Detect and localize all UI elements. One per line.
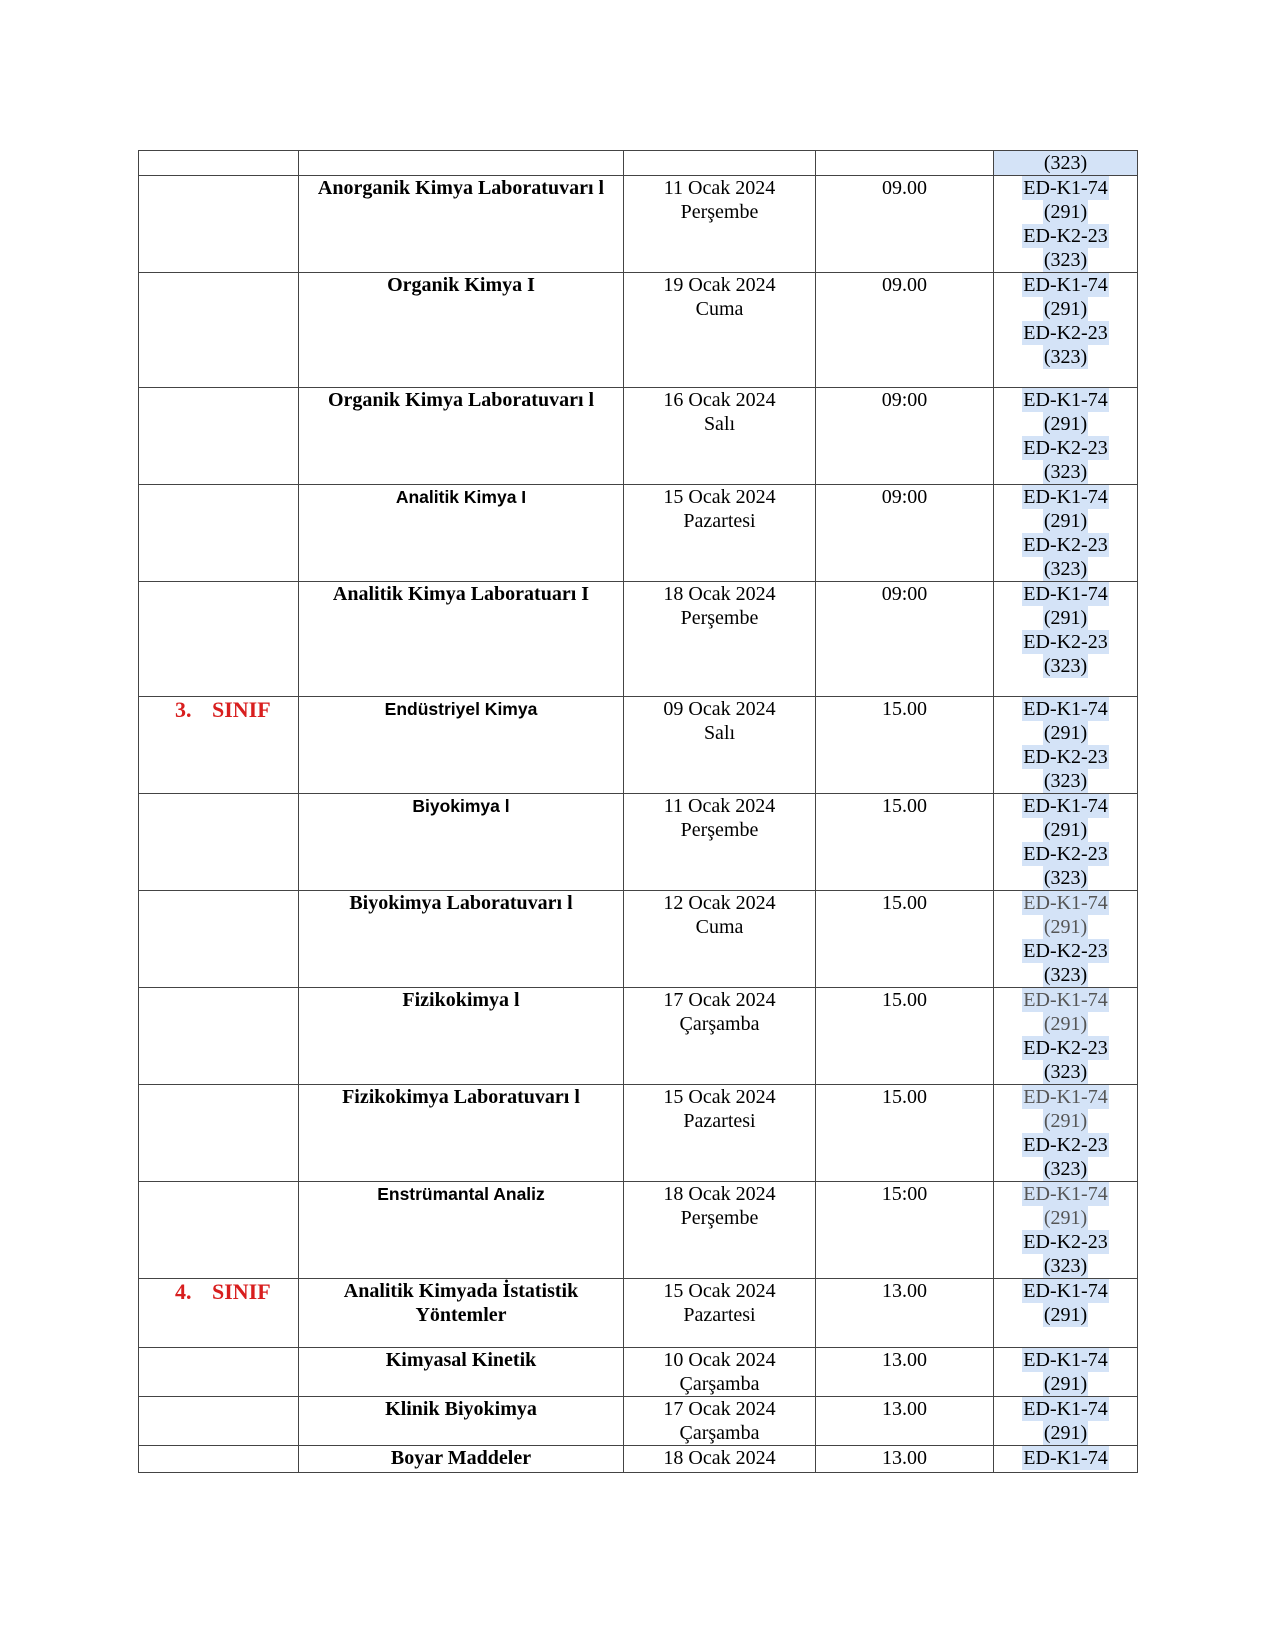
table-row [139,988,1138,1085]
exam-time: 09:00 [881,486,928,508]
room-line [994,697,1137,721]
room-code: ED-K2-23 [1023,1231,1108,1253]
room-line [994,963,1137,987]
table-row [139,1446,1138,1473]
exam-time: 15.00 [882,989,927,1011]
room-code: (291) [1043,298,1088,320]
room-cell [994,582,1138,697]
class-text: SINIF [212,1279,271,1304]
exam-time: 13.00 [882,1349,927,1371]
table-row [139,1182,1138,1279]
room-line [994,1397,1137,1421]
table-row [139,176,1138,273]
room-line [994,1109,1137,1133]
room-code: ED-K1-74 [1023,1349,1108,1371]
room-code: (291) [1043,1110,1088,1132]
date-cell [624,1348,816,1397]
class-label [139,1279,298,1304]
date-cell [624,891,816,988]
date-cell [624,1085,816,1182]
date-cell [624,988,816,1085]
table-row [139,1279,1138,1348]
exam-date: 11 Ocak 2024 [663,177,776,199]
room-line [994,1182,1137,1206]
room-line [994,1157,1137,1181]
date-cell [624,388,816,485]
course-name: Enstrümantal Analiz [377,1184,545,1204]
date-cell [624,485,816,582]
course-cell [299,988,624,1085]
room-cell [994,1348,1138,1397]
course-cell [299,388,624,485]
date-cell [624,582,816,697]
time-cell [816,794,994,891]
time-cell [816,582,994,697]
class-number: 4. [175,1279,192,1304]
table-row-continued [139,151,1138,176]
time-cell [816,273,994,388]
room-line [994,297,1137,321]
room-line: (323) [994,151,1137,175]
room-cell [994,151,1138,176]
room-line [994,533,1137,557]
exam-date: 10 Ocak 2024 [663,1349,776,1371]
room-code: ED-K1-74 [1023,698,1108,720]
class-text: SINIF [212,697,271,722]
exam-date: 18 Ocak 2024 [663,1447,776,1469]
course-name: Biyokimya l [412,796,510,816]
course-name: Fizikokimya l [402,989,520,1011]
course-name: Fizikokimya Laboratuvarı l [342,1086,580,1108]
room-code: (323) [1043,770,1088,792]
room-cell [994,1182,1138,1279]
exam-day: Salı [703,413,736,435]
room-line [994,1085,1137,1109]
course-cell [299,891,624,988]
room-line [994,460,1137,484]
exam-date: 09 Ocak 2024 [663,698,776,720]
exam-schedule-table [138,150,1138,1473]
room-line [994,988,1137,1012]
room-line [994,557,1137,581]
exam-time: 15:00 [881,1183,928,1205]
class-cell [139,794,299,891]
room-line [994,1303,1137,1327]
room-code: (291) [1043,916,1088,938]
room-code: (291) [1043,1373,1088,1395]
table-row [139,891,1138,988]
room-code: (323) [1043,1061,1088,1083]
class-cell [139,891,299,988]
time-cell [816,1279,994,1348]
room-code: (291) [1043,201,1088,223]
class-cell [139,697,299,794]
exam-day: Çarşamba [679,1013,760,1035]
class-cell [139,1446,299,1473]
room-code: ED-K2-23 [1023,631,1108,653]
room-cell [994,1446,1138,1473]
class-cell [139,176,299,273]
room-cell [994,388,1138,485]
room-code: ED-K2-23 [1023,437,1108,459]
course-cell [299,1279,624,1348]
room-code: (323) [1043,655,1088,677]
exam-time: 15.00 [882,1086,927,1108]
exam-day: Çarşamba [679,1373,760,1395]
time-cell [816,151,994,176]
room-line [994,606,1137,630]
room-line [994,248,1137,272]
exam-time: 09.00 [882,177,927,199]
time-cell [816,1085,994,1182]
room-code: (323) [1043,1255,1088,1277]
room-code: (291) [1043,607,1088,629]
course-cell [299,582,624,697]
room-code: (323) [1043,964,1088,986]
room-code: ED-K2-23 [1023,940,1108,962]
room-code: ED-K1-74 [1023,989,1108,1011]
room-code: ED-K2-23 [1023,746,1108,768]
exam-day: Pazartesi [683,1110,756,1132]
room-code: ED-K1-74 [1023,486,1108,508]
room-code: (291) [1043,510,1088,532]
room-line [994,1206,1137,1230]
room-code: (323) [1043,558,1088,580]
exam-time: 09:00 [881,583,928,605]
room-code: ED-K1-74 [1023,274,1108,296]
course-name: Organik Kimya I [387,274,535,296]
exam-date: 15 Ocak 2024 [663,1086,776,1108]
room-code: (291) [1043,1013,1088,1035]
room-cell [994,176,1138,273]
course-name: Analitik Kimya I [395,487,527,507]
time-cell [816,891,994,988]
room-cell [994,273,1138,388]
exam-date: 12 Ocak 2024 [663,892,776,914]
room-line [994,891,1137,915]
room-line [994,1348,1137,1372]
class-cell [139,485,299,582]
exam-day: Pazartesi [683,510,756,532]
room-code: ED-K1-74 [1023,1183,1108,1205]
table-row [139,1348,1138,1397]
table-row [139,582,1138,697]
course-cell [299,1397,624,1446]
room-code: (291) [1043,722,1088,744]
exam-time: 09.00 [882,274,927,296]
exam-time: 15.00 [882,892,927,914]
time-cell [816,988,994,1085]
room-line [994,721,1137,745]
exam-date: 15 Ocak 2024 [663,1280,776,1302]
exam-day: Salı [703,722,736,744]
course-cell [299,794,624,891]
room-code: ED-K1-74 [1023,1086,1108,1108]
class-cell [139,1085,299,1182]
room-line [994,582,1137,606]
table-row [139,485,1138,582]
course-name: Boyar Maddeler [390,1447,532,1469]
course-cell [299,273,624,388]
room-line [994,654,1137,678]
course-cell [299,1085,624,1182]
room-line [994,1254,1137,1278]
time-cell [816,1397,994,1446]
room-line [994,1446,1137,1470]
room-cell [994,485,1138,582]
room-line [994,345,1137,369]
exam-day: Perşembe [680,1207,759,1229]
room-code: ED-K2-23 [1023,322,1108,344]
exam-date: 17 Ocak 2024 [663,989,776,1011]
room-code: (323) [1043,867,1088,889]
table-row [139,1397,1138,1446]
time-cell [816,388,994,485]
room-line [994,436,1137,460]
room-line [994,818,1137,842]
course-cell [299,151,624,176]
table-row [139,794,1138,891]
class-cell [139,1397,299,1446]
room-line [994,321,1137,345]
room-code: ED-K1-74 [1023,1447,1108,1469]
course-name: Kimyasal Kinetik [385,1349,537,1371]
room-line [994,1060,1137,1084]
course-cell [299,697,624,794]
room-code: (323) [1043,461,1088,483]
room-code: ED-K1-74 [1023,177,1108,199]
exam-date: 18 Ocak 2024 [663,1183,776,1205]
exam-day: Perşembe [680,607,759,629]
exam-time: 13.00 [882,1280,927,1302]
course-cell [299,1182,624,1279]
time-cell [816,697,994,794]
exam-time: 13.00 [882,1398,927,1420]
room-cell [994,697,1138,794]
room-cell [994,794,1138,891]
room-code: (323) [1043,346,1088,368]
table-row [139,388,1138,485]
course-name: Klinik Biyokimya [385,1398,537,1420]
course-cell [299,1446,624,1473]
room-cell [994,891,1138,988]
room-line [994,1372,1137,1396]
exam-day: Çarşamba [679,1422,760,1444]
room-code: ED-K1-74 [1023,1398,1108,1420]
date-cell [624,697,816,794]
room-line [994,1279,1137,1303]
time-cell [816,1182,994,1279]
exam-day: Perşembe [680,201,759,223]
course-name: Endüstriyel Kimya [384,699,538,719]
time-cell [816,485,994,582]
room-line [994,1421,1137,1445]
date-cell [624,1279,816,1348]
exam-date: 19 Ocak 2024 [663,274,776,296]
class-cell [139,582,299,697]
time-cell [816,1446,994,1473]
date-cell [624,151,816,176]
exam-day: Pazartesi [683,1304,756,1326]
table-row [139,273,1138,388]
exam-date: 17 Ocak 2024 [663,1398,776,1420]
room-line [994,412,1137,436]
course-cell [299,1348,624,1397]
exam-time: 13.00 [882,1447,927,1469]
class-cell [139,151,299,176]
room-code: (323) [1043,249,1088,271]
exam-date: 11 Ocak 2024 [663,795,776,817]
room-line [994,200,1137,224]
course-cell [299,176,624,273]
class-cell [139,273,299,388]
room-code: ED-K2-23 [1023,1134,1108,1156]
time-cell [816,176,994,273]
room-cell [994,1397,1138,1446]
class-cell [139,988,299,1085]
room-code: ED-K1-74 [1023,1280,1108,1302]
date-cell [624,1397,816,1446]
room-code: ED-K1-74 [1023,583,1108,605]
table-row [139,697,1138,794]
exam-time: 15.00 [882,795,927,817]
course-name: Anorganik Kimya Laboratuvarı l [317,177,605,199]
room-code: (323) [1043,1158,1088,1180]
exam-time: 09:00 [881,389,928,411]
course-name: Analitik Kimyada İstatistik Yöntemler [343,1280,579,1326]
room-line [994,866,1137,890]
room-code: (291) [1043,1207,1088,1229]
room-line [994,915,1137,939]
date-cell [624,1182,816,1279]
course-cell [299,485,624,582]
room-code: ED-K2-23 [1023,534,1108,556]
room-line [994,1036,1137,1060]
room-cell [994,988,1138,1085]
room-code: ED-K2-23 [1023,843,1108,865]
exam-day: Perşembe [680,819,759,841]
exam-date: 15 Ocak 2024 [663,486,776,508]
course-name: Analitik Kimya Laboratuarı I [332,583,590,605]
exam-time: 15.00 [882,698,927,720]
room-line [994,485,1137,509]
table-row [139,1085,1138,1182]
date-cell [624,273,816,388]
date-cell [624,1446,816,1473]
room-line [994,176,1137,200]
room-line [994,769,1137,793]
room-line [994,939,1137,963]
room-code: (291) [1043,413,1088,435]
room-line [994,273,1137,297]
exam-schedule-body [139,151,1138,1473]
date-cell [624,794,816,891]
room-code: ED-K1-74 [1023,892,1108,914]
room-line [994,388,1137,412]
room-code: ED-K1-74 [1023,389,1108,411]
room-cell [994,1085,1138,1182]
course-name: Biyokimya Laboratuvarı l [349,892,573,914]
exam-day: Cuma [695,916,744,938]
room-code: (291) [1043,819,1088,841]
date-cell [624,176,816,273]
room-line [994,224,1137,248]
exam-day: Cuma [695,298,744,320]
room-line [994,794,1137,818]
room-code: ED-K1-74 [1023,795,1108,817]
course-name: Organik Kimya Laboratuvarı l [327,389,595,411]
room-code: ED-K2-23 [1023,225,1108,247]
room-line [994,509,1137,533]
room-line [994,842,1137,866]
time-cell [816,1348,994,1397]
exam-date: 16 Ocak 2024 [663,389,776,411]
room-line [994,1133,1137,1157]
room-cell [994,1279,1138,1348]
room-line [994,1012,1137,1036]
class-cell [139,1348,299,1397]
class-cell [139,388,299,485]
class-cell [139,1182,299,1279]
class-label [139,697,298,722]
class-cell [139,1279,299,1348]
room-line [994,745,1137,769]
exam-date: 18 Ocak 2024 [663,583,776,605]
room-code: (291) [1043,1422,1088,1444]
class-number: 3. [175,697,192,722]
room-code: ED-K2-23 [1023,1037,1108,1059]
room-line [994,1230,1137,1254]
room-code: (291) [1043,1304,1088,1326]
room-line [994,630,1137,654]
